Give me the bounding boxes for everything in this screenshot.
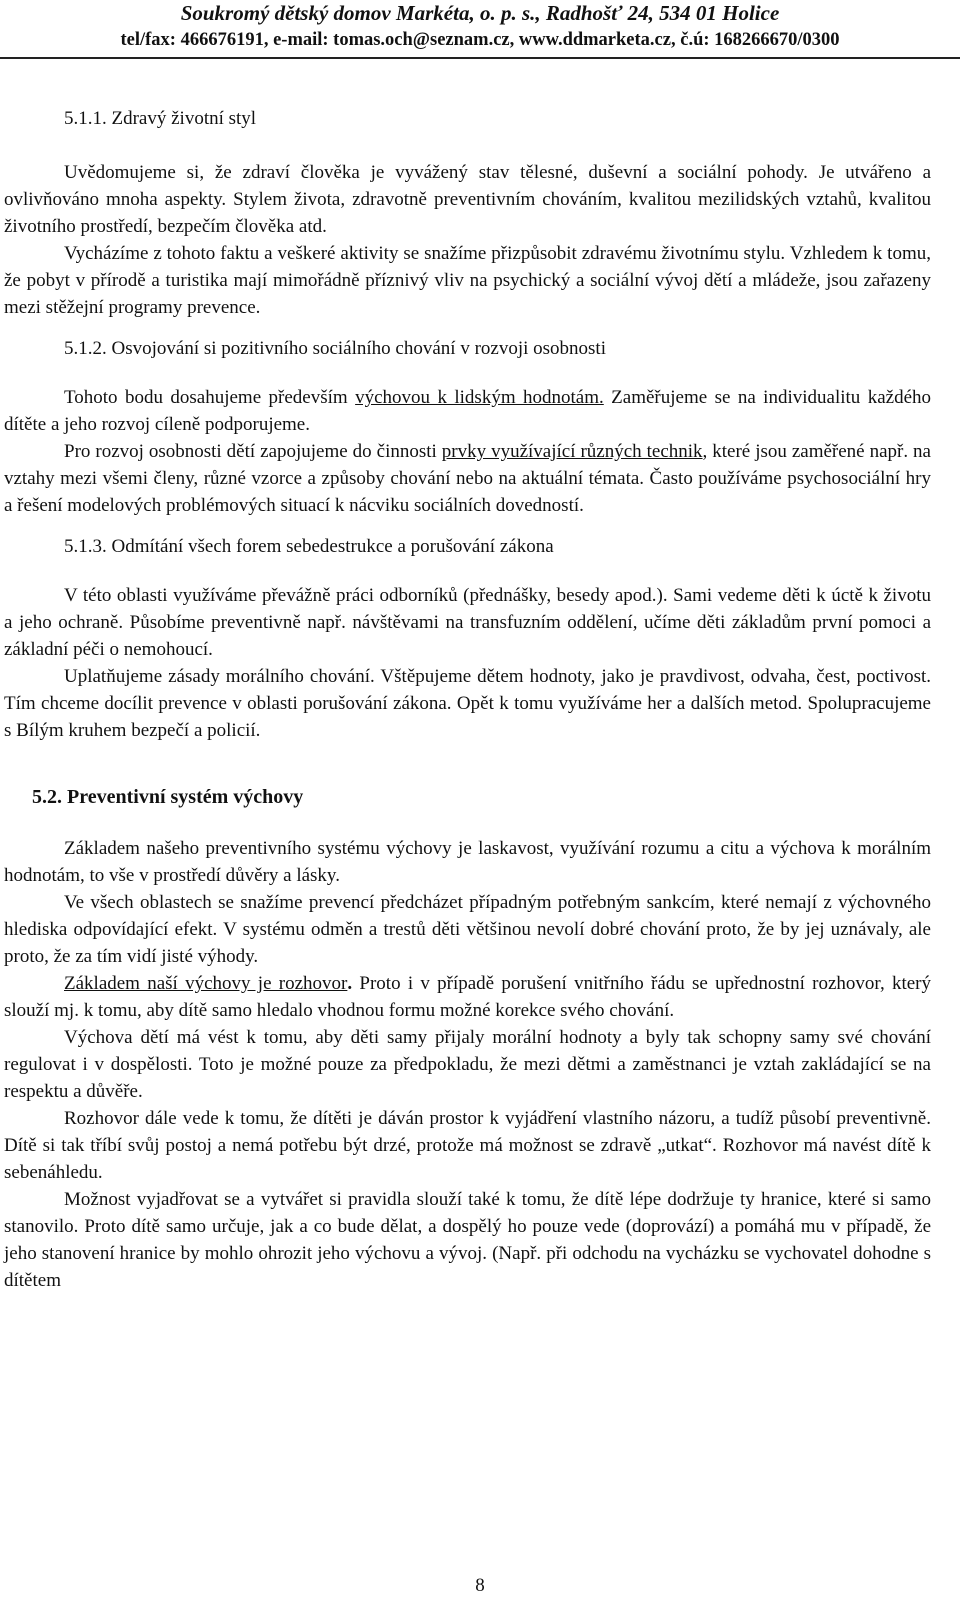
- header-rule: [0, 57, 960, 59]
- underlined-phrase: výchovou k lidským hodnotám.: [355, 387, 604, 408]
- document-body: [4, 95, 931, 1294]
- header-contact: tel/fax: 466676191, e-mail: tomas.och@seznam.cz, www.ddmarketa.cz, č.ú: 168266670/0300: [120, 30, 840, 50]
- paragraph: Uvědomujeme si, že zdraví člověka je vyvážený stav tělesné, duševní a sociální pohody. Je utvářeno a ovlivňováno mnoha aspekty. Stylem života, zdravotně preventivním chováním, kvalitou mezilidských vztahů, kvalitou životního prostředí, bezpečím člověka atd.: [4, 162, 931, 237]
- paragraph: Ve všech oblastech se snažíme prevencí předcházet případným potřebným sankcím, které nemají z výchovného hlediska odpovídající efekt. V systému odměn a trestů děti většinou nevolí dobré chování proto, že by jej uznávaly, ale proto, že za tím vidí jisté výhody.: [4, 892, 931, 967]
- paragraph: Základem naší výchovy je rozhovor. Proto i v případě porušení vnitřního řádu se upřednostní rozhovor, který slouží mj. k tomu, aby dítě samo hledalo vhodnou formu možné korekce svého chování.: [4, 973, 931, 1021]
- page-header: [0, 0, 960, 53]
- page-number: 8: [475, 1575, 485, 1596]
- heading-5-1-2: 5.1.2. Osvojování si pozitivního sociálního chování v rozvoji osobnosti: [64, 338, 606, 359]
- paragraph: Možnost vyjadřovat se a vytvářet si pravidla slouží také k tomu, že dítě lépe dodržuje ty hranice, které si samo stanovilo. Proto dítě samo určuje, jak a co bude dělat, a dospělý ho pouze vede (doprovází) a pomáhá mu v případě, že jeho stanovení hranice by mohlo ohrozit jeho výchovu a vývoj. (Např. při odchodu na vycházku se vychovatel dohodne s dítětem: [4, 1189, 931, 1291]
- underlined-phrase: prvky využívající různých technik: [441, 441, 703, 462]
- underlined-phrase: Základem naší výchovy je rozhovor: [64, 973, 348, 994]
- paragraph: Vycházíme z tohoto faktu a veškeré aktivity se snažíme přizpůsobit zdravému životnímu stylu. Vzhledem k tomu, že pobyt v přírodě a turistika mají mimořádně příznivý vliv na psychický a sociální vývoj dětí a mládeže, jsou zařazeny mezi stěžejní programy prevence.: [4, 243, 931, 318]
- paragraph: Tohoto bodu dosahujeme především výchovou k lidským hodnotám. Zaměřujeme se na individualitu každého dítěte a jeho rozvoj cíleně podporujeme.: [4, 387, 931, 435]
- heading-5-1-1: 5.1.1. Zdravý životní styl: [64, 108, 257, 129]
- header-organization: Soukromý dětský domov Markéta, o. p. s., Radhošť 24, 534 01 Holice: [180, 1, 780, 25]
- paragraph: Výchova dětí má vést k tomu, aby děti samy přijaly morální hodnoty a byly tak schopny samy své chování regulovat i v dospělosti. Toto je možné pouze za předpokladu, že mezi dětmi a zaměstnanci je vztah zakládající se na respektu a důvěře.: [4, 1027, 931, 1102]
- paragraph: V této oblasti využíváme převážně práci odborníků (přednášky, besedy apod.). Sami vedeme děti k úctě k životu a jeho ochraně. Působíme preventivně např. návštěvami na transfuzním oddělení, učíme děti základům první pomoci a základní péči o nemohoucí.: [4, 585, 931, 660]
- heading-5-1-3: 5.1.3. Odmítání všech forem sebedestrukce a porušování zákona: [64, 536, 554, 557]
- paragraph: Rozhovor dále vede k tomu, že dítěti je dáván prostor k vyjádření vlastního názoru, a tudíž působí preventivně. Dítě si tak tříbí svůj postoj a nemá potřebu být drzé, protože má možnost se zdravě „utkat“. Rozhovor má navést dítě k sebenáhledu.: [4, 1108, 931, 1183]
- paragraph: Základem našeho preventivního systému výchovy je laskavost, využívání rozumu a citu a výchova k morálním hodnotám, to vše v prostředí důvěry a lásky.: [4, 838, 931, 886]
- heading-5-2: 5.2. Preventivní systém výchovy: [32, 786, 304, 808]
- paragraph: Uplatňujeme zásady morálního chování. Vštěpujeme dětem hodnoty, jako je pravdivost, odvaha, čest, poctivost. Tím chceme docílit prevence v oblasti porušování zákona. Opět k tomu využíváme her a dalších metod. Spolupracujeme s Bílým kruhem bezpečí a policií.: [4, 666, 931, 741]
- paragraph: Pro rozvoj osobnosti dětí zapojujeme do činnosti prvky využívající různých technik, které jsou zaměřené např. na vztahy mezi všemi členy, různé vzorce a způsoby chování nebo na aktuální témata. Často používáme psychosociální hry a řešení modelových problémových situací k nácviku sociálních dovedností.: [4, 441, 931, 516]
